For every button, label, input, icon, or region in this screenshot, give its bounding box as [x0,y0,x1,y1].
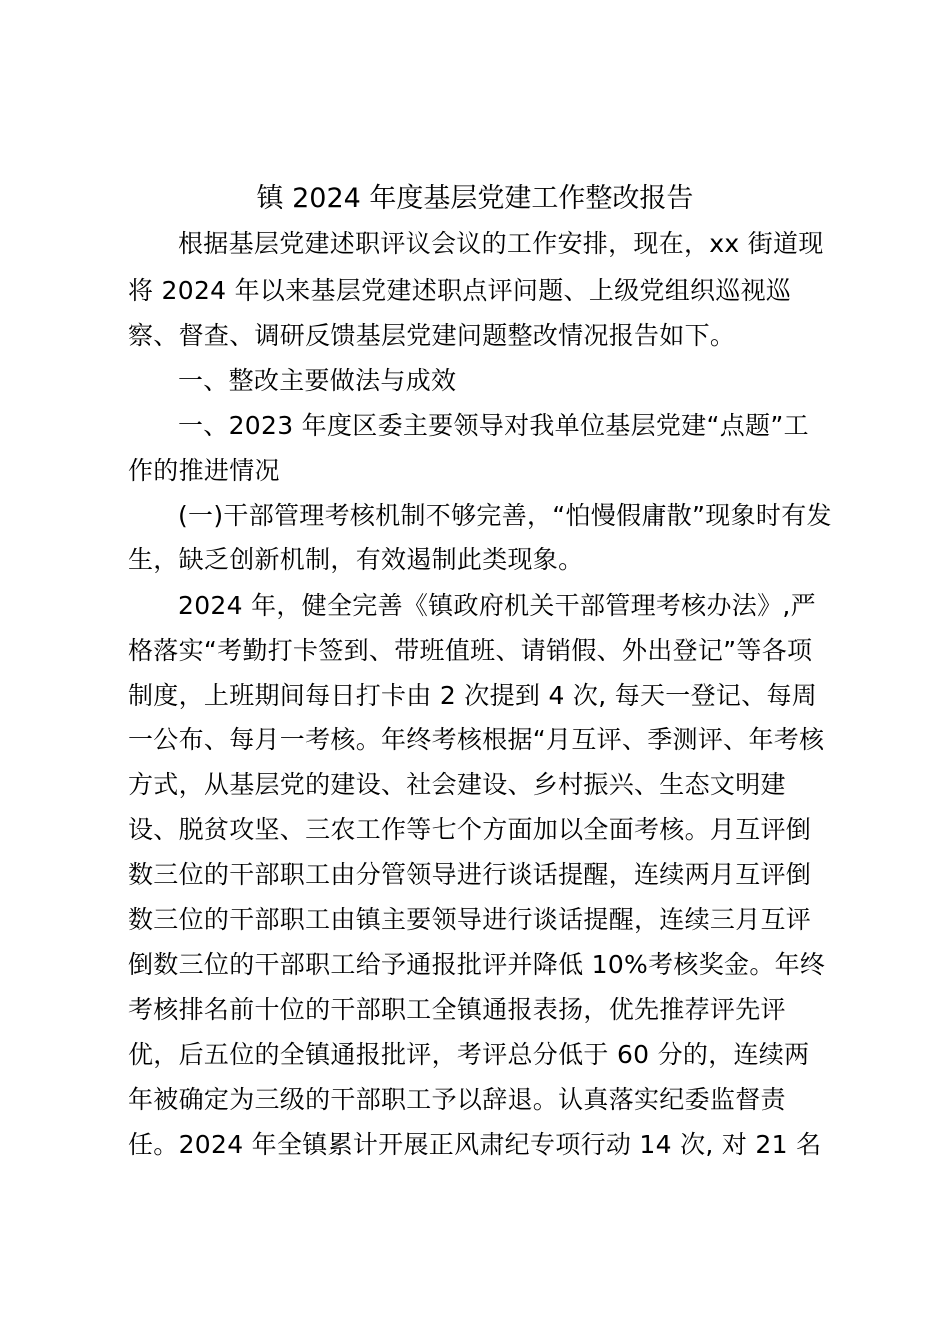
paragraph-line: 考核排名前十位的干部职工全镇通报表扬，优先推荐评先评 [128,995,786,1024]
paragraph-line: 设、脱贫攻坚、三农工作等七个方面加以全面考核。月互评倒 [128,815,812,844]
subsection-heading: 作的推进情况 [128,456,280,485]
item-heading: 生，缺乏创新机制，有效遏制此类现象。 [128,545,584,574]
paragraph-line: 优，后五位的全镇通报批评，考评总分低于 60 分的，连续两 [128,1040,810,1069]
item-heading: (一)干部管理考核机制不够完善，“怕慢假庸散”现象时有发 [178,501,832,530]
paragraph-line: 数三位的干部职工由分管领导进行谈话提醒，连续两月互评倒 [128,860,812,889]
paragraph-line: 数三位的干部职工由镇主要领导进行谈话提醒，连续三月互评 [128,905,812,934]
subsection-heading: 一、2023 年度区委主要领导对我单位基层党建“点题”工 [178,411,809,440]
paragraph-line: 根据基层党建述职评议会议的工作安排，现在，xx 街道现 [178,229,824,258]
paragraph-line: 方式，从基层党的建设、社会建设、乡村振兴、生态文明建 [128,770,786,799]
paragraph-line: 将 2024 年以来基层党建述职点评问题、上级党组织巡视巡 [128,276,792,305]
paragraph-line: 一公布、每月一考核。年终考核根据“月互评、季测评、年考核 [128,725,825,754]
document-title: 镇 2024 年度基层党建工作整改报告 [256,183,694,214]
paragraph-line: 年被确定为三级的干部职工予以辞退。认真落实纪委监督责 [128,1085,786,1114]
paragraph-line: 倒数三位的干部职工给予通报批评并降低 10%考核奖金。年终 [128,950,826,979]
paragraph-line: 格落实“考勤打卡签到、带班值班、请销假、外出登记”等各项 [128,636,813,665]
paragraph-line: 2024 年，健全完善《镇政府机关干部管理考核办法》,严 [178,591,816,620]
paragraph-line: 任。2024 年全镇累计开展正风肃纪专项行动 14 次, 对 21 名 [128,1130,822,1159]
paragraph-line: 制度，上班期间每日打卡由 2 次提到 4 次, 每天一登记、每周 [128,681,818,710]
paragraph-line: 察、督查、调研反馈基层党建问题整改情况报告如下。 [128,321,736,350]
section-heading: 一、整改主要做法与成效 [178,366,457,395]
